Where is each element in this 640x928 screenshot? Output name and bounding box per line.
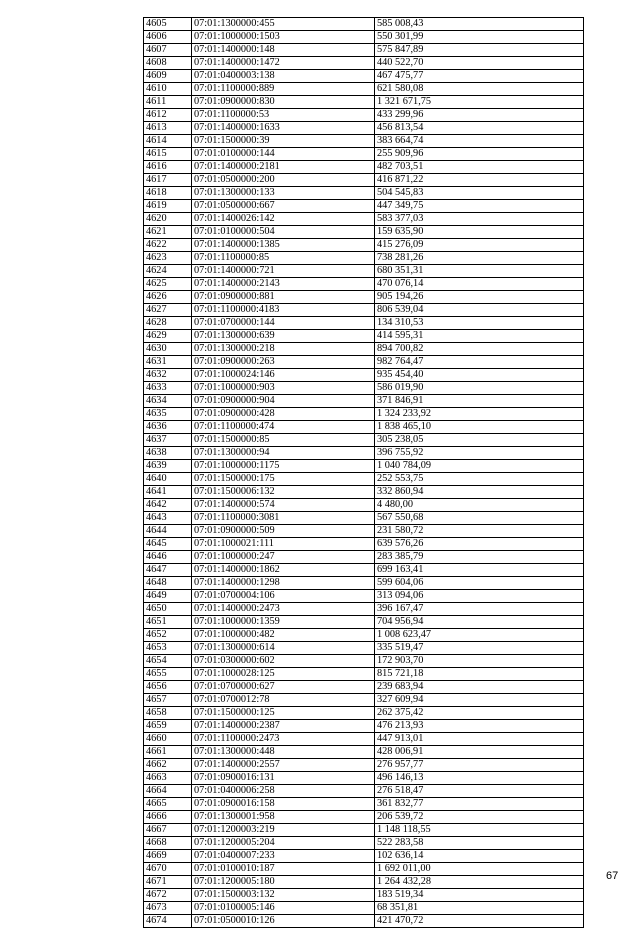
cadastral-number-cell: 07:01:1400000:2143 bbox=[192, 278, 375, 291]
cadastral-number-cell: 07:01:1000000:247 bbox=[192, 551, 375, 564]
table-row bbox=[144, 31, 584, 44]
row-number-cell: 4661 bbox=[144, 746, 192, 759]
table-row bbox=[144, 525, 584, 538]
row-number-cell: 4637 bbox=[144, 434, 192, 447]
cadastral-number-cell: 07:01:1500000:175 bbox=[192, 473, 375, 486]
row-number-cell: 4653 bbox=[144, 642, 192, 655]
cadastral-value-cell: 1 040 784,09 bbox=[375, 460, 584, 473]
row-number-cell: 4646 bbox=[144, 551, 192, 564]
table-row bbox=[144, 18, 584, 31]
cadastral-value-cell: 447 349,75 bbox=[375, 200, 584, 213]
table-row bbox=[144, 798, 584, 811]
cadastral-number-cell: 07:01:1300000:94 bbox=[192, 447, 375, 460]
cadastral-number-cell: 07:01:1300000:614 bbox=[192, 642, 375, 655]
row-number-cell: 4644 bbox=[144, 525, 192, 538]
cadastral-number-cell: 07:01:1400000:2473 bbox=[192, 603, 375, 616]
cadastral-number-cell: 07:01:0500000:200 bbox=[192, 174, 375, 187]
cadastral-number-cell: 07:01:0700004:106 bbox=[192, 590, 375, 603]
cadastral-value-cell: 680 351,31 bbox=[375, 265, 584, 278]
cadastral-value-cell: 550 301,99 bbox=[375, 31, 584, 44]
row-number-cell: 4656 bbox=[144, 681, 192, 694]
table-row bbox=[144, 421, 584, 434]
row-number-cell: 4620 bbox=[144, 213, 192, 226]
row-number-cell: 4647 bbox=[144, 564, 192, 577]
row-number-cell: 4610 bbox=[144, 83, 192, 96]
table-row bbox=[144, 382, 584, 395]
row-number-cell: 4651 bbox=[144, 616, 192, 629]
cadastral-number-cell: 07:01:1400000:1298 bbox=[192, 577, 375, 590]
cadastral-number-cell: 07:01:1300000:455 bbox=[192, 18, 375, 31]
cadastral-value-cell: 206 539,72 bbox=[375, 811, 584, 824]
row-number-cell: 4611 bbox=[144, 96, 192, 109]
row-number-cell: 4612 bbox=[144, 109, 192, 122]
cadastral-number-cell: 07:01:1500003:132 bbox=[192, 889, 375, 902]
table-row bbox=[144, 642, 584, 655]
cadastral-value-cell: 332 860,94 bbox=[375, 486, 584, 499]
table-row bbox=[144, 915, 584, 928]
table-row bbox=[144, 96, 584, 109]
cadastral-number-cell: 07:01:0700000:627 bbox=[192, 681, 375, 694]
row-number-cell: 4673 bbox=[144, 902, 192, 915]
cadastral-number-cell: 07:01:1400000:721 bbox=[192, 265, 375, 278]
cadastral-value-cell: 68 351,81 bbox=[375, 902, 584, 915]
cadastral-value-cell: 482 703,51 bbox=[375, 161, 584, 174]
cadastral-value-cell: 440 522,70 bbox=[375, 57, 584, 70]
cadastral-number-cell: 07:01:1400000:1472 bbox=[192, 57, 375, 70]
cadastral-value-cell: 1 324 233,92 bbox=[375, 408, 584, 421]
table-row bbox=[144, 265, 584, 278]
cadastral-value-cell: 416 871,22 bbox=[375, 174, 584, 187]
row-number-cell: 4618 bbox=[144, 187, 192, 200]
table-row bbox=[144, 343, 584, 356]
cadastral-value-cell: 1 321 671,75 bbox=[375, 96, 584, 109]
cadastral-value-cell: 935 454,40 bbox=[375, 369, 584, 382]
table-row bbox=[144, 590, 584, 603]
cadastral-value-cell: 599 604,06 bbox=[375, 577, 584, 590]
cadastral-number-cell: 07:01:1500006:132 bbox=[192, 486, 375, 499]
cadastral-number-cell: 07:01:1300000:448 bbox=[192, 746, 375, 759]
row-number-cell: 4626 bbox=[144, 291, 192, 304]
row-number-cell: 4622 bbox=[144, 239, 192, 252]
cadastral-number-cell: 07:01:1100000:2473 bbox=[192, 733, 375, 746]
table-row bbox=[144, 356, 584, 369]
cadastral-value-cell: 183 519,34 bbox=[375, 889, 584, 902]
table-row bbox=[144, 369, 584, 382]
table-row bbox=[144, 889, 584, 902]
row-number-cell: 4659 bbox=[144, 720, 192, 733]
table-row bbox=[144, 785, 584, 798]
table-row bbox=[144, 57, 584, 70]
row-number-cell: 4614 bbox=[144, 135, 192, 148]
table-row bbox=[144, 694, 584, 707]
cadastral-value-cell: 704 956,94 bbox=[375, 616, 584, 629]
cadastral-value-cell: 396 755,92 bbox=[375, 447, 584, 460]
row-number-cell: 4662 bbox=[144, 759, 192, 772]
table-row bbox=[144, 291, 584, 304]
row-number-cell: 4650 bbox=[144, 603, 192, 616]
cadastral-value-cell: 159 635,90 bbox=[375, 226, 584, 239]
row-number-cell: 4670 bbox=[144, 863, 192, 876]
cadastral-value-cell: 699 163,41 bbox=[375, 564, 584, 577]
row-number-cell: 4636 bbox=[144, 421, 192, 434]
cadastral-value-cell: 476 213,93 bbox=[375, 720, 584, 733]
cadastral-number-cell: 07:01:1400000:2557 bbox=[192, 759, 375, 772]
row-number-cell: 4640 bbox=[144, 473, 192, 486]
table-row bbox=[144, 707, 584, 720]
cadastral-value-cell: 327 609,94 bbox=[375, 694, 584, 707]
cadastral-number-cell: 07:01:0100005:146 bbox=[192, 902, 375, 915]
cadastral-number-cell: 07:01:0900000:263 bbox=[192, 356, 375, 369]
table-row bbox=[144, 577, 584, 590]
cadastral-number-cell: 07:01:1100000:3081 bbox=[192, 512, 375, 525]
cadastral-number-cell: 07:01:0900016:131 bbox=[192, 772, 375, 785]
cadastral-number-cell: 07:01:1400000:574 bbox=[192, 499, 375, 512]
cadastral-number-cell: 07:01:0400003:138 bbox=[192, 70, 375, 83]
cadastral-number-cell: 07:01:1500000:85 bbox=[192, 434, 375, 447]
cadastral-value-cell: 239 683,94 bbox=[375, 681, 584, 694]
cadastral-value-cell: 102 636,14 bbox=[375, 850, 584, 863]
cadastral-number-cell: 07:01:1200003:219 bbox=[192, 824, 375, 837]
table-row bbox=[144, 850, 584, 863]
row-number-cell: 4639 bbox=[144, 460, 192, 473]
cadastral-value-cell: 252 553,75 bbox=[375, 473, 584, 486]
row-number-cell: 4619 bbox=[144, 200, 192, 213]
row-number-cell: 4648 bbox=[144, 577, 192, 590]
cadastral-number-cell: 07:01:0500010:126 bbox=[192, 915, 375, 928]
table-row bbox=[144, 44, 584, 57]
table-row bbox=[144, 473, 584, 486]
cadastral-value-cell: 496 146,13 bbox=[375, 772, 584, 785]
table-row bbox=[144, 239, 584, 252]
cadastral-number-cell: 07:01:1400000:1862 bbox=[192, 564, 375, 577]
cadastral-number-cell: 07:01:0900000:830 bbox=[192, 96, 375, 109]
cadastral-value-cell: 583 377,03 bbox=[375, 213, 584, 226]
cadastral-number-cell: 07:01:1300000:133 bbox=[192, 187, 375, 200]
row-number-cell: 4671 bbox=[144, 876, 192, 889]
cadastral-number-cell: 07:01:1000028:125 bbox=[192, 668, 375, 681]
cadastral-number-cell: 07:01:1500000:39 bbox=[192, 135, 375, 148]
cadastral-number-cell: 07:01:1400026:142 bbox=[192, 213, 375, 226]
cadastral-number-cell: 07:01:1100000:4183 bbox=[192, 304, 375, 317]
table-row bbox=[144, 200, 584, 213]
cadastral-number-cell: 07:01:1200005:204 bbox=[192, 837, 375, 850]
table-row bbox=[144, 486, 584, 499]
cadastral-value-cell: 255 909,96 bbox=[375, 148, 584, 161]
row-number-cell: 4616 bbox=[144, 161, 192, 174]
table-row bbox=[144, 811, 584, 824]
cadastral-value-cell: 1 148 118,55 bbox=[375, 824, 584, 837]
row-number-cell: 4625 bbox=[144, 278, 192, 291]
table-row bbox=[144, 863, 584, 876]
cadastral-number-cell: 07:01:0500000:667 bbox=[192, 200, 375, 213]
cadastral-number-cell: 07:01:1400000:2181 bbox=[192, 161, 375, 174]
table-row bbox=[144, 213, 584, 226]
row-number-cell: 4665 bbox=[144, 798, 192, 811]
row-number-cell: 4635 bbox=[144, 408, 192, 421]
table-row bbox=[144, 746, 584, 759]
cadastral-value-cell: 4 480,00 bbox=[375, 499, 584, 512]
row-number-cell: 4666 bbox=[144, 811, 192, 824]
cadastral-value-table bbox=[143, 17, 584, 928]
cadastral-number-cell: 07:01:1300000:218 bbox=[192, 343, 375, 356]
table-row bbox=[144, 330, 584, 343]
table-row bbox=[144, 109, 584, 122]
cadastral-number-cell: 07:01:1000000:1503 bbox=[192, 31, 375, 44]
row-number-cell: 4629 bbox=[144, 330, 192, 343]
table-row bbox=[144, 902, 584, 915]
row-number-cell: 4631 bbox=[144, 356, 192, 369]
cadastral-number-cell: 07:01:1300000:639 bbox=[192, 330, 375, 343]
cadastral-value-cell: 738 281,26 bbox=[375, 252, 584, 265]
cadastral-number-cell: 07:01:0700012:78 bbox=[192, 694, 375, 707]
cadastral-number-cell: 07:01:1300001:958 bbox=[192, 811, 375, 824]
cadastral-value-cell: 447 913,01 bbox=[375, 733, 584, 746]
row-number-cell: 4633 bbox=[144, 382, 192, 395]
table-row bbox=[144, 187, 584, 200]
cadastral-number-cell: 07:01:1000000:903 bbox=[192, 382, 375, 395]
table-row bbox=[144, 83, 584, 96]
table-row bbox=[144, 161, 584, 174]
cadastral-value-cell: 276 518,47 bbox=[375, 785, 584, 798]
table-row bbox=[144, 499, 584, 512]
cadastral-number-cell: 07:01:0900000:904 bbox=[192, 395, 375, 408]
cadastral-number-cell: 07:01:1400000:2387 bbox=[192, 720, 375, 733]
cadastral-value-cell: 456 813,54 bbox=[375, 122, 584, 135]
cadastral-value-cell: 815 721,18 bbox=[375, 668, 584, 681]
table-row bbox=[144, 603, 584, 616]
table-row bbox=[144, 278, 584, 291]
row-number-cell: 4652 bbox=[144, 629, 192, 642]
row-number-cell: 4672 bbox=[144, 889, 192, 902]
row-number-cell: 4663 bbox=[144, 772, 192, 785]
table-row bbox=[144, 70, 584, 83]
row-number-cell: 4657 bbox=[144, 694, 192, 707]
row-number-cell: 4660 bbox=[144, 733, 192, 746]
cadastral-number-cell: 07:01:0100000:504 bbox=[192, 226, 375, 239]
table-row bbox=[144, 876, 584, 889]
table-row bbox=[144, 447, 584, 460]
row-number-cell: 4638 bbox=[144, 447, 192, 460]
cadastral-value-cell: 1 008 623,47 bbox=[375, 629, 584, 642]
page-number: 67 bbox=[606, 870, 619, 882]
cadastral-number-cell: 07:01:0400007:233 bbox=[192, 850, 375, 863]
cadastral-value-cell: 621 580,08 bbox=[375, 83, 584, 96]
row-number-cell: 4667 bbox=[144, 824, 192, 837]
cadastral-value-cell: 361 832,77 bbox=[375, 798, 584, 811]
cadastral-number-cell: 07:01:0900000:881 bbox=[192, 291, 375, 304]
table-row bbox=[144, 668, 584, 681]
cadastral-number-cell: 07:01:0300000:602 bbox=[192, 655, 375, 668]
row-number-cell: 4630 bbox=[144, 343, 192, 356]
cadastral-value-cell: 283 385,79 bbox=[375, 551, 584, 564]
row-number-cell: 4668 bbox=[144, 837, 192, 850]
table-row bbox=[144, 122, 584, 135]
row-number-cell: 4664 bbox=[144, 785, 192, 798]
cadastral-number-cell: 07:01:1000000:482 bbox=[192, 629, 375, 642]
row-number-cell: 4655 bbox=[144, 668, 192, 681]
cadastral-number-cell: 07:01:0900016:158 bbox=[192, 798, 375, 811]
cadastral-number-cell: 07:01:0100010:187 bbox=[192, 863, 375, 876]
table-row bbox=[144, 616, 584, 629]
cadastral-value-cell: 1 264 432,28 bbox=[375, 876, 584, 889]
cadastral-value-cell: 313 094,06 bbox=[375, 590, 584, 603]
table-row bbox=[144, 551, 584, 564]
row-number-cell: 4642 bbox=[144, 499, 192, 512]
cadastral-value-cell: 522 283,58 bbox=[375, 837, 584, 850]
row-number-cell: 4624 bbox=[144, 265, 192, 278]
cadastral-value-cell: 585 008,43 bbox=[375, 18, 584, 31]
table-row bbox=[144, 434, 584, 447]
table-row bbox=[144, 460, 584, 473]
cadastral-number-cell: 07:01:1400000:1385 bbox=[192, 239, 375, 252]
table-row bbox=[144, 772, 584, 785]
table-row bbox=[144, 720, 584, 733]
table-row bbox=[144, 681, 584, 694]
cadastral-number-cell: 07:01:0400006:258 bbox=[192, 785, 375, 798]
cadastral-value-cell: 428 006,91 bbox=[375, 746, 584, 759]
table-row bbox=[144, 759, 584, 772]
cadastral-number-cell: 07:01:0100000:144 bbox=[192, 148, 375, 161]
table-row bbox=[144, 135, 584, 148]
table-row bbox=[144, 837, 584, 850]
cadastral-value-cell: 421 470,72 bbox=[375, 915, 584, 928]
cadastral-number-cell: 07:01:1400000:1633 bbox=[192, 122, 375, 135]
cadastral-number-cell: 07:01:1000000:1359 bbox=[192, 616, 375, 629]
table-row bbox=[144, 408, 584, 421]
cadastral-value-cell: 1 838 465,10 bbox=[375, 421, 584, 434]
cadastral-value-cell: 396 167,47 bbox=[375, 603, 584, 616]
table-row bbox=[144, 512, 584, 525]
cadastral-value-cell: 1 692 011,00 bbox=[375, 863, 584, 876]
row-number-cell: 4605 bbox=[144, 18, 192, 31]
row-number-cell: 4617 bbox=[144, 174, 192, 187]
cadastral-value-cell: 982 764,47 bbox=[375, 356, 584, 369]
cadastral-number-cell: 07:01:1100000:53 bbox=[192, 109, 375, 122]
cadastral-value-cell: 415 276,09 bbox=[375, 239, 584, 252]
row-number-cell: 4628 bbox=[144, 317, 192, 330]
cadastral-number-cell: 07:01:0700000:144 bbox=[192, 317, 375, 330]
cadastral-value-cell: 586 019,90 bbox=[375, 382, 584, 395]
cadastral-number-cell: 07:01:1200005:180 bbox=[192, 876, 375, 889]
cadastral-value-cell: 467 475,77 bbox=[375, 70, 584, 83]
row-number-cell: 4658 bbox=[144, 707, 192, 720]
cadastral-value-cell: 335 519,47 bbox=[375, 642, 584, 655]
cadastral-value-cell: 806 539,04 bbox=[375, 304, 584, 317]
row-number-cell: 4643 bbox=[144, 512, 192, 525]
row-number-cell: 4634 bbox=[144, 395, 192, 408]
cadastral-value-cell: 905 194,26 bbox=[375, 291, 584, 304]
row-number-cell: 4641 bbox=[144, 486, 192, 499]
row-number-cell: 4615 bbox=[144, 148, 192, 161]
row-number-cell: 4607 bbox=[144, 44, 192, 57]
cadastral-value-cell: 134 310,53 bbox=[375, 317, 584, 330]
row-number-cell: 4608 bbox=[144, 57, 192, 70]
table-row bbox=[144, 252, 584, 265]
table-row bbox=[144, 564, 584, 577]
table-row bbox=[144, 174, 584, 187]
row-number-cell: 4669 bbox=[144, 850, 192, 863]
cadastral-number-cell: 07:01:1100000:85 bbox=[192, 252, 375, 265]
table-row bbox=[144, 655, 584, 668]
cadastral-value-cell: 504 545,83 bbox=[375, 187, 584, 200]
row-number-cell: 4623 bbox=[144, 252, 192, 265]
table-row bbox=[144, 304, 584, 317]
row-number-cell: 4606 bbox=[144, 31, 192, 44]
cadastral-number-cell: 07:01:1100000:889 bbox=[192, 83, 375, 96]
cadastral-value-cell: 575 847,89 bbox=[375, 44, 584, 57]
row-number-cell: 4627 bbox=[144, 304, 192, 317]
cadastral-value-cell: 894 700,82 bbox=[375, 343, 584, 356]
cadastral-value-cell: 371 846,91 bbox=[375, 395, 584, 408]
cadastral-value-cell: 433 299,96 bbox=[375, 109, 584, 122]
table-row bbox=[144, 824, 584, 837]
cadastral-number-cell: 07:01:1500000:125 bbox=[192, 707, 375, 720]
cadastral-number-cell: 07:01:0900000:428 bbox=[192, 408, 375, 421]
row-number-cell: 4632 bbox=[144, 369, 192, 382]
row-number-cell: 4609 bbox=[144, 70, 192, 83]
cadastral-value-cell: 305 238,05 bbox=[375, 434, 584, 447]
table-body bbox=[144, 18, 584, 928]
row-number-cell: 4621 bbox=[144, 226, 192, 239]
table-row bbox=[144, 226, 584, 239]
cadastral-value-cell: 231 580,72 bbox=[375, 525, 584, 538]
cadastral-number-cell: 07:01:0900000:509 bbox=[192, 525, 375, 538]
cadastral-value-cell: 172 903,70 bbox=[375, 655, 584, 668]
row-number-cell: 4649 bbox=[144, 590, 192, 603]
row-number-cell: 4654 bbox=[144, 655, 192, 668]
cadastral-number-cell: 07:01:1000000:1175 bbox=[192, 460, 375, 473]
row-number-cell: 4645 bbox=[144, 538, 192, 551]
row-number-cell: 4613 bbox=[144, 122, 192, 135]
cadastral-value-cell: 639 576,26 bbox=[375, 538, 584, 551]
cadastral-value-cell: 414 595,31 bbox=[375, 330, 584, 343]
table-row bbox=[144, 538, 584, 551]
cadastral-value-cell: 276 957,77 bbox=[375, 759, 584, 772]
cadastral-number-cell: 07:01:1000024:146 bbox=[192, 369, 375, 382]
table-row bbox=[144, 148, 584, 161]
row-number-cell: 4674 bbox=[144, 915, 192, 928]
table-row bbox=[144, 317, 584, 330]
cadastral-value-cell: 383 664,74 bbox=[375, 135, 584, 148]
cadastral-value-cell: 567 550,68 bbox=[375, 512, 584, 525]
table-row bbox=[144, 395, 584, 408]
cadastral-number-cell: 07:01:1400000:148 bbox=[192, 44, 375, 57]
cadastral-number-cell: 07:01:1000021:111 bbox=[192, 538, 375, 551]
cadastral-value-cell: 262 375,42 bbox=[375, 707, 584, 720]
cadastral-value-cell: 470 076,14 bbox=[375, 278, 584, 291]
cadastral-number-cell: 07:01:1100000:474 bbox=[192, 421, 375, 434]
table-row bbox=[144, 733, 584, 746]
table-row bbox=[144, 629, 584, 642]
